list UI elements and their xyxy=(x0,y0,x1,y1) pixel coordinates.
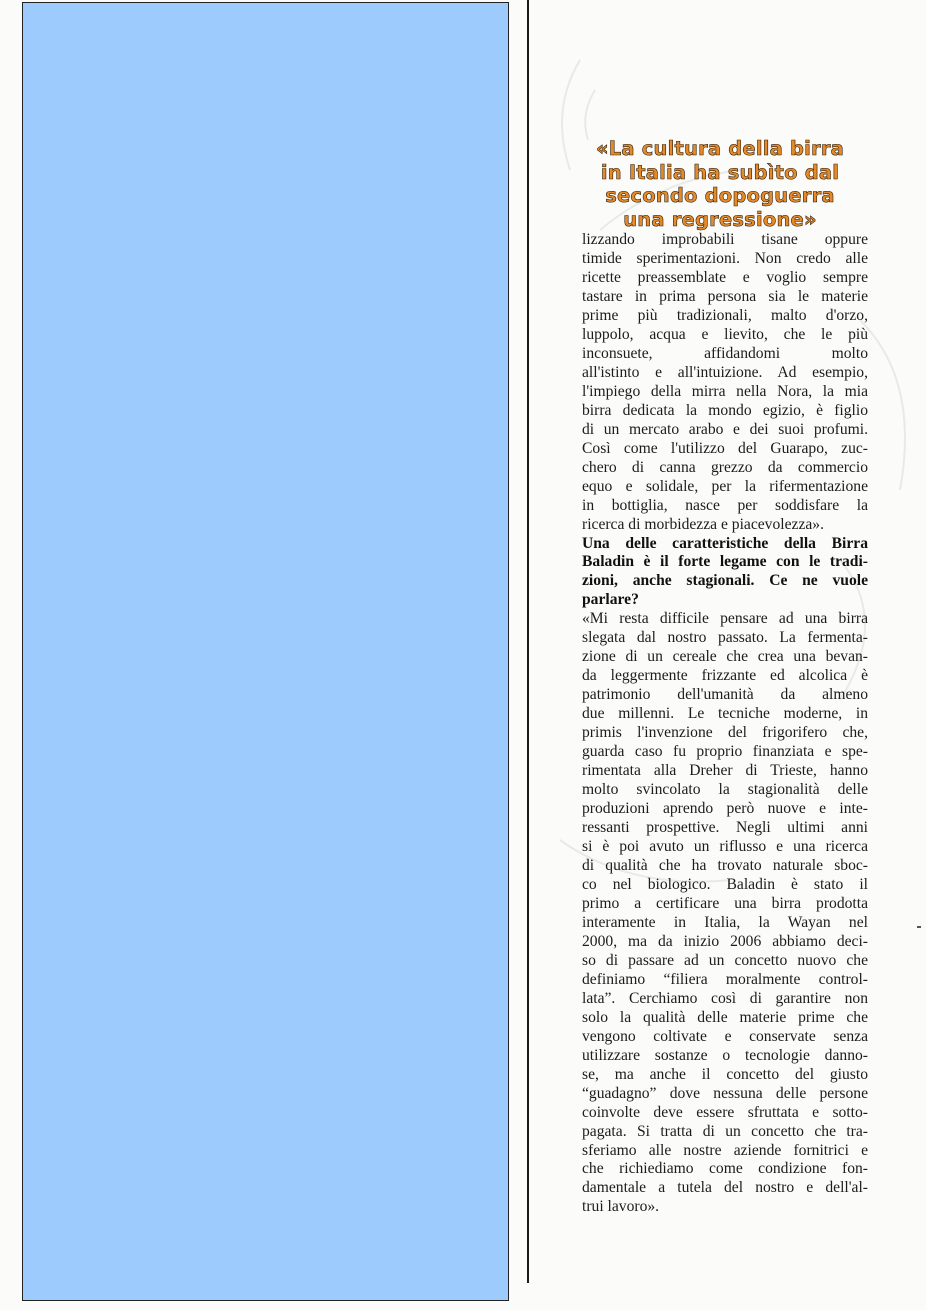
article-line: inconsuete, affidandomi molto xyxy=(582,344,868,362)
article-line: lizzando improbabili tisane oppure xyxy=(582,231,868,248)
article-line: primis l'invenzione del frigorifero che, xyxy=(582,724,868,742)
article-line: pagata. Si tratta di un concetto che tra- xyxy=(582,1122,868,1140)
article-line: birra dedicata la mondo egizio, è figlio xyxy=(582,401,868,419)
article-line: prime più tradizionali, malto d'orzo, xyxy=(582,306,868,324)
article-line: vengono coltivate e conservate senza xyxy=(582,1027,868,1045)
article-line: tastare in prima persona sia le materie xyxy=(582,287,868,305)
article-line: «Mi resta difficile pensare ad una birra xyxy=(582,610,868,628)
interview-question-line: Una delle caratteristiche della Birra xyxy=(582,534,868,552)
article-line: co nel biologico. Baladin è stato il xyxy=(582,875,868,893)
article-line: patrimonio dell'umanità da almeno xyxy=(582,686,868,704)
article-line: coinvolte deve essere sfruttata e sotto- xyxy=(582,1103,868,1121)
column-divider xyxy=(527,0,529,1283)
article-line: all'istinto e all'intuizione. Ad esempio, xyxy=(582,363,868,381)
article-line: due millenni. Le tecniche moderne, in xyxy=(582,705,868,723)
article-line: di un mercato arabo e dei suoi profumi. xyxy=(582,420,868,438)
article-line: che richiediamo come condizione fon- xyxy=(582,1160,868,1178)
article-line: interamente in Italia, la Wayan nel xyxy=(582,913,868,931)
article-line: slegata dal nostro passato. La fermenta- xyxy=(582,629,868,647)
article-line: ricette preassemblate e voglio sempre xyxy=(582,268,868,286)
article-line: so di passare ad un concetto nuovo che xyxy=(582,951,868,969)
interview-question-line: Baladin è il forte legame con le tradi- xyxy=(582,553,868,571)
article-body xyxy=(582,231,868,1217)
pull-quote xyxy=(572,137,868,231)
article-line: chero di canna grezzo da commercio xyxy=(582,458,868,476)
article-line: solo la qualità delle materie prime che xyxy=(582,1008,868,1026)
article-line: di qualità che ha trovato naturale sboc- xyxy=(582,856,868,874)
article-line: si è poi avuto un riflusso e una ricerca xyxy=(582,838,868,855)
article-line: utilizzare sostanze o tecnologie danno- xyxy=(582,1046,868,1064)
article-line: l'impiego della mirra nella Nora, la mia xyxy=(582,382,868,400)
article-line: damentale a tutela del nostro e dell'al- xyxy=(582,1179,868,1197)
article-line: lata”. Cerchiamo così di garantire non xyxy=(582,989,868,1007)
article-line: “guadagno” dove nessuna delle persone xyxy=(582,1084,868,1102)
pull-quote-line: secondo dopoguerra xyxy=(605,184,835,207)
article-line: in bottiglia, nasce per soddisfare la xyxy=(582,496,868,514)
article-line: luppolo, acqua e lievito, che le più xyxy=(582,325,868,343)
article-line: definiamo “filiera moralmente control- xyxy=(582,970,868,988)
image-placeholder xyxy=(22,2,509,1301)
article-line: trui lavoro». xyxy=(582,1198,660,1216)
article-line: se, ma anche il concetto del giusto xyxy=(582,1065,868,1083)
interview-question-line: parlare? xyxy=(582,591,639,609)
pull-quote-line: in Italia ha subìto dal xyxy=(600,160,840,184)
article-line: molto svincolato la stagionalità delle xyxy=(582,781,868,799)
article-line: timide sperimentazioni. Non credo alle xyxy=(582,249,868,267)
article-line: 2000, ma da inizio 2006 abbiamo deci- xyxy=(582,932,868,950)
pull-quote-line: «La cultura della birra xyxy=(596,137,844,160)
article-line: zione di un cereale che crea una bevan- xyxy=(582,648,868,666)
article-line: equo e solidale, per la rifermentazione xyxy=(582,477,868,495)
article-line: Così come l'utilizzo del Guarapo, zuc- xyxy=(582,439,868,457)
article-line: rimentata alla Dreher di Trieste, hanno xyxy=(582,762,868,780)
article-line: sferiamo alle nostre aziende fornitrici e xyxy=(582,1141,868,1159)
pull-quote-line: una regressione» xyxy=(623,207,817,231)
article-line: guarda caso fu proprio finanziata e spe- xyxy=(582,743,868,761)
scan-speck xyxy=(917,926,921,928)
article-line: ressanti prospettive. Negli ultimi anni xyxy=(582,819,868,837)
article-line: ricerca di morbidezza e piacevolezza». xyxy=(582,515,824,533)
article-line: da leggermente frizzante ed alcolica è xyxy=(582,667,868,685)
interview-question-line: zioni, anche stagionali. Ce ne vuole xyxy=(582,572,868,590)
article-line: primo a certificare una birra prodotta xyxy=(582,894,868,912)
article-line: produzioni aprendo però nuove e inte- xyxy=(582,800,868,818)
